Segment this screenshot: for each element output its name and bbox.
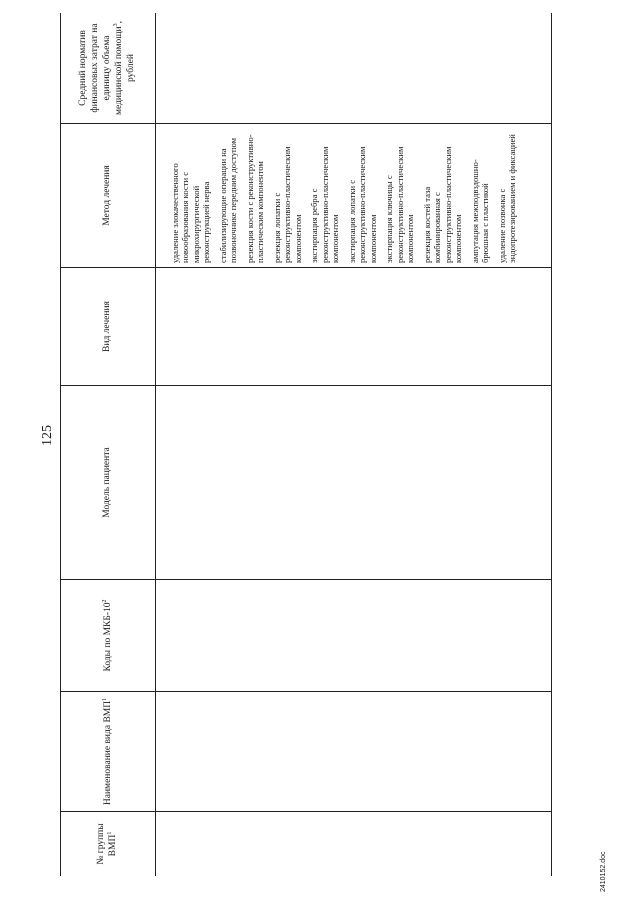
header-avg-cost: Средний норматив финансовых затрат на единицу объема медицинской помощи$^3$, рублей	[78, 20, 136, 116]
table-body-row	[156, 13, 552, 876]
list-item: удаление злокачественного новообразования кости с микрохирургической реконструкцией нерва	[170, 163, 212, 263]
method-list	[170, 124, 524, 267]
cell-vmp-name	[156, 691, 551, 811]
header-patient-model: Модель пациента	[61, 385, 155, 579]
header-treatment-type: Вид лечения	[61, 267, 155, 385]
cell-patient-model	[156, 385, 551, 579]
table-header-row	[60, 13, 156, 876]
list-item: ампутация межподвздошно-брюшная с пластикой	[469, 159, 491, 263]
treatment-table	[60, 13, 552, 876]
list-item: стабилизирующие операции на позвоночнике передним доступом	[217, 137, 239, 263]
header-treatment-method: Метод лечения	[61, 123, 155, 267]
list-item: экстирпация ребра с реконструктивно-пластическим компонентом	[309, 146, 341, 263]
list-item: экстирпация лопатки с реконструктивно-пластическим компонентом	[346, 146, 378, 263]
list-item: экстирпация ключицы с реконструктивно-пластическим компонентом	[384, 146, 416, 263]
list-item: резекция костей таза комбинированная с реконструктивно-пластическим компонентом	[421, 146, 464, 263]
list-item: удаление позвонка с эндопротезированием и фиксацией	[496, 134, 518, 263]
page-number: 125	[40, 425, 55, 446]
cell-treatment-method	[156, 123, 551, 267]
header-icd-codes: Коды по МКБ-$10^2$	[61, 579, 155, 691]
cell-treatment-type	[156, 267, 551, 385]
list-item: резекция лопатки с реконструктивно-пластическим компонентом	[271, 146, 303, 263]
cell-avg-cost	[156, 13, 551, 123]
cell-icd-codes	[156, 579, 551, 691]
list-item: резекция кости с реконструктивно-пластическим компонентом	[244, 134, 266, 263]
cell-group-number	[156, 811, 551, 876]
document-id: 2410152.doc	[600, 851, 607, 892]
header-vmp-name: Наименование вида ВМП$^1$	[61, 691, 155, 811]
header-group-number: № группы ВМП$^1$	[61, 811, 155, 876]
